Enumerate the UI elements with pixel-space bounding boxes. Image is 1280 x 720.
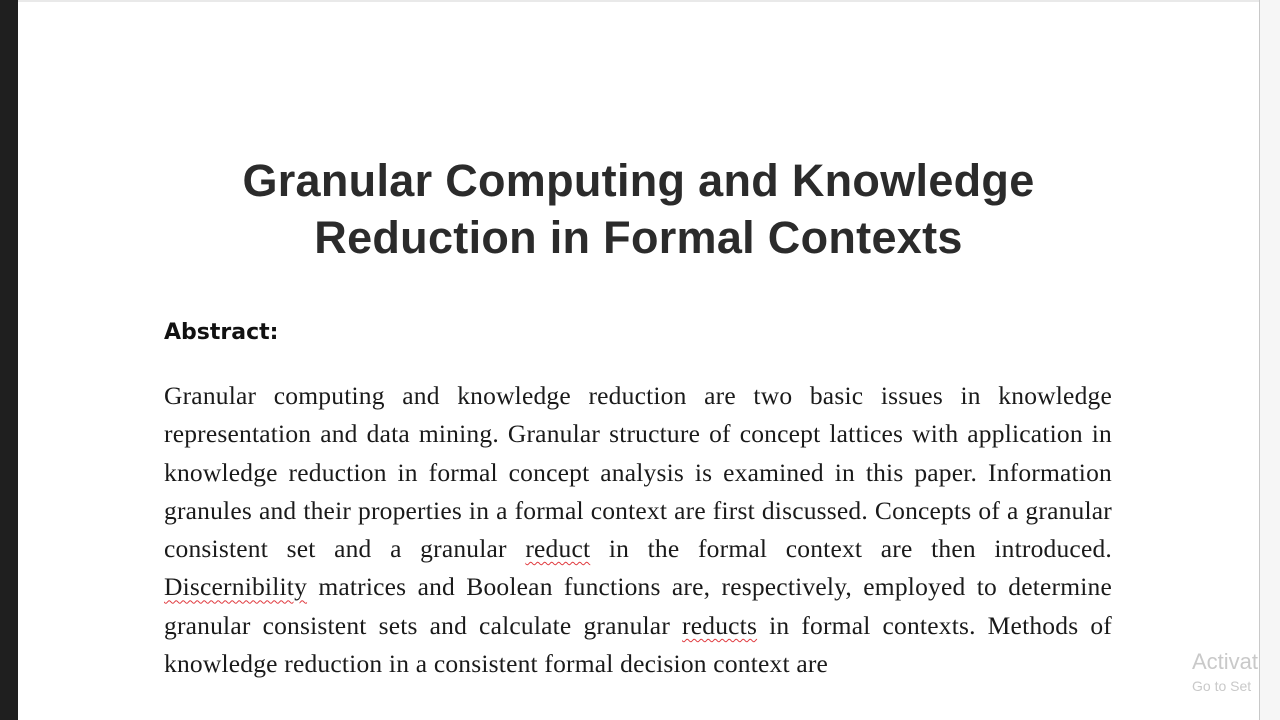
window-left-edge	[0, 0, 18, 720]
abstract-paragraph	[164, 377, 1112, 683]
spellcheck-flagged-word[interactable]: Discernibility	[164, 572, 308, 602]
watermark-line-1: Activat	[1192, 649, 1259, 674]
watermark-line-2: Go to Set	[1192, 678, 1252, 694]
abstract-text: Granular computing and knowledge reduction are two basic issues in knowledge representation and data mining. Granular structure of concept lattices with application in knowledge reduction in formal concept analysis is examined in this paper. Information granules and their properties in a formal context are first discussed. Concepts of a granular consistent set and a granular	[164, 381, 1112, 564]
activation-watermark	[1192, 648, 1258, 696]
title-line-1: Granular Computing and Knowledge	[242, 155, 1035, 206]
title-line-2: Reduction in Formal Contexts	[314, 212, 963, 263]
document-title	[18, 152, 1259, 266]
spellcheck-flagged-word[interactable]: reducts	[682, 610, 758, 640]
abstract-heading: Abstract:	[164, 320, 279, 345]
abstract-text: in formal contexts. Methods of knowledge reduction in a consistent formal decision context are	[164, 610, 1112, 679]
abstract-text: matrices and Boolean functions are, respectively, employed to determine granular consistent sets and calculate granular	[164, 572, 1112, 640]
abstract-text: in the formal context are then introduced.	[590, 534, 1112, 564]
spellcheck-flagged-word[interactable]: reduct	[525, 534, 591, 564]
scrollbar-gutter[interactable]	[1260, 0, 1280, 720]
document-page	[18, 2, 1259, 720]
